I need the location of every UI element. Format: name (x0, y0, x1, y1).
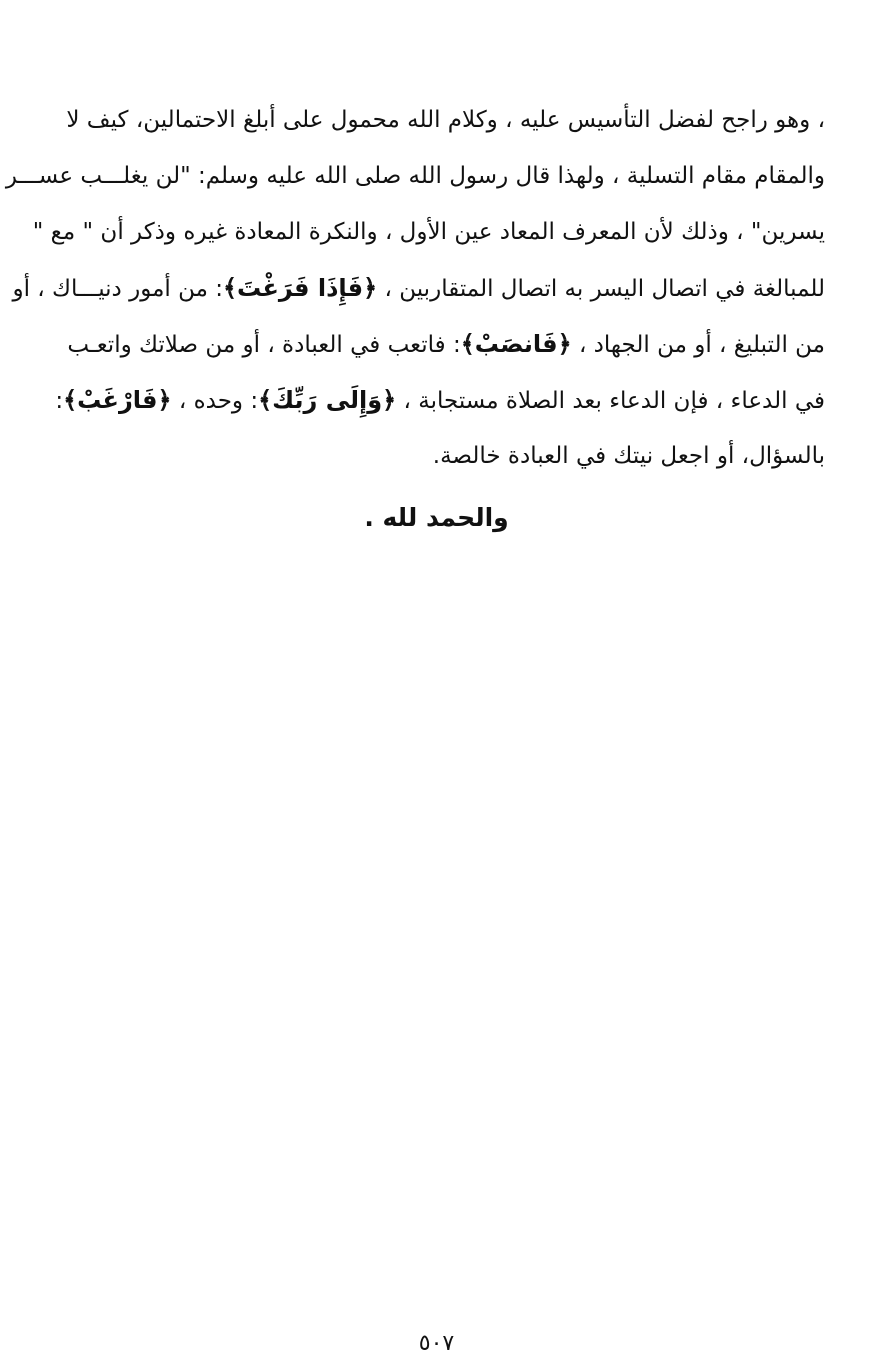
text-segment: : من أمور دنيـــاك ، أو (12, 276, 223, 302)
text-segment: : فاتعب في العبادة ، أو من صلاتك واتعـب (67, 332, 461, 358)
text-line (32, 204, 825, 260)
quran-verse: ﴿فَإِذَا فَرَغْتَ﴾ (222, 274, 378, 302)
text-line (12, 260, 825, 316)
page-number: ٥٠٧ (418, 1331, 455, 1356)
quran-verse: ﴿فَارْغَبْ﴾ (63, 386, 172, 414)
text-segment: يسرين" ، وذلك لأن المعرف المعاد عين الأول ، والنكرة المعادة غيره وذكر أن " مع " (32, 219, 825, 245)
text-segment: بالسؤال، أو اجعل نيتك في العبادة خالصة. (432, 443, 825, 469)
text-line (55, 372, 825, 428)
text-line (80, 428, 825, 484)
text-segment: : وحده ، (171, 388, 259, 414)
text-segment: والمقام مقام التسلية ، ولهذا قال رسول الله صلى الله عليه وسلم: "لن يغلـــب عســـر (5, 163, 825, 189)
text-line (66, 92, 825, 148)
text-segment: : (55, 388, 64, 414)
quran-verse: ﴿فَانصَبْ﴾ (460, 330, 572, 358)
closing-praise: والحمد لله . (364, 503, 509, 532)
quran-verse: ﴿وَإِلَى رَبِّكَ﴾ (258, 386, 397, 414)
text-line (67, 316, 825, 372)
text-line (5, 148, 825, 204)
text-segment: ، وهو راجح لفضل التأسيس عليه ، وكلام الله محمول على أبلغ الاحتمالين، كيف لا (66, 107, 825, 133)
text-segment: من التبليغ ، أو من الجهاد ، (571, 332, 825, 358)
text-segment: في الدعاء ، فإن الدعاء بعد الصلاة مستجابة ، (396, 388, 825, 414)
text-segment: للمبالغة في اتصال اليسر به اتصال المتقاربين ، (377, 276, 825, 302)
body-text (5, 92, 825, 484)
